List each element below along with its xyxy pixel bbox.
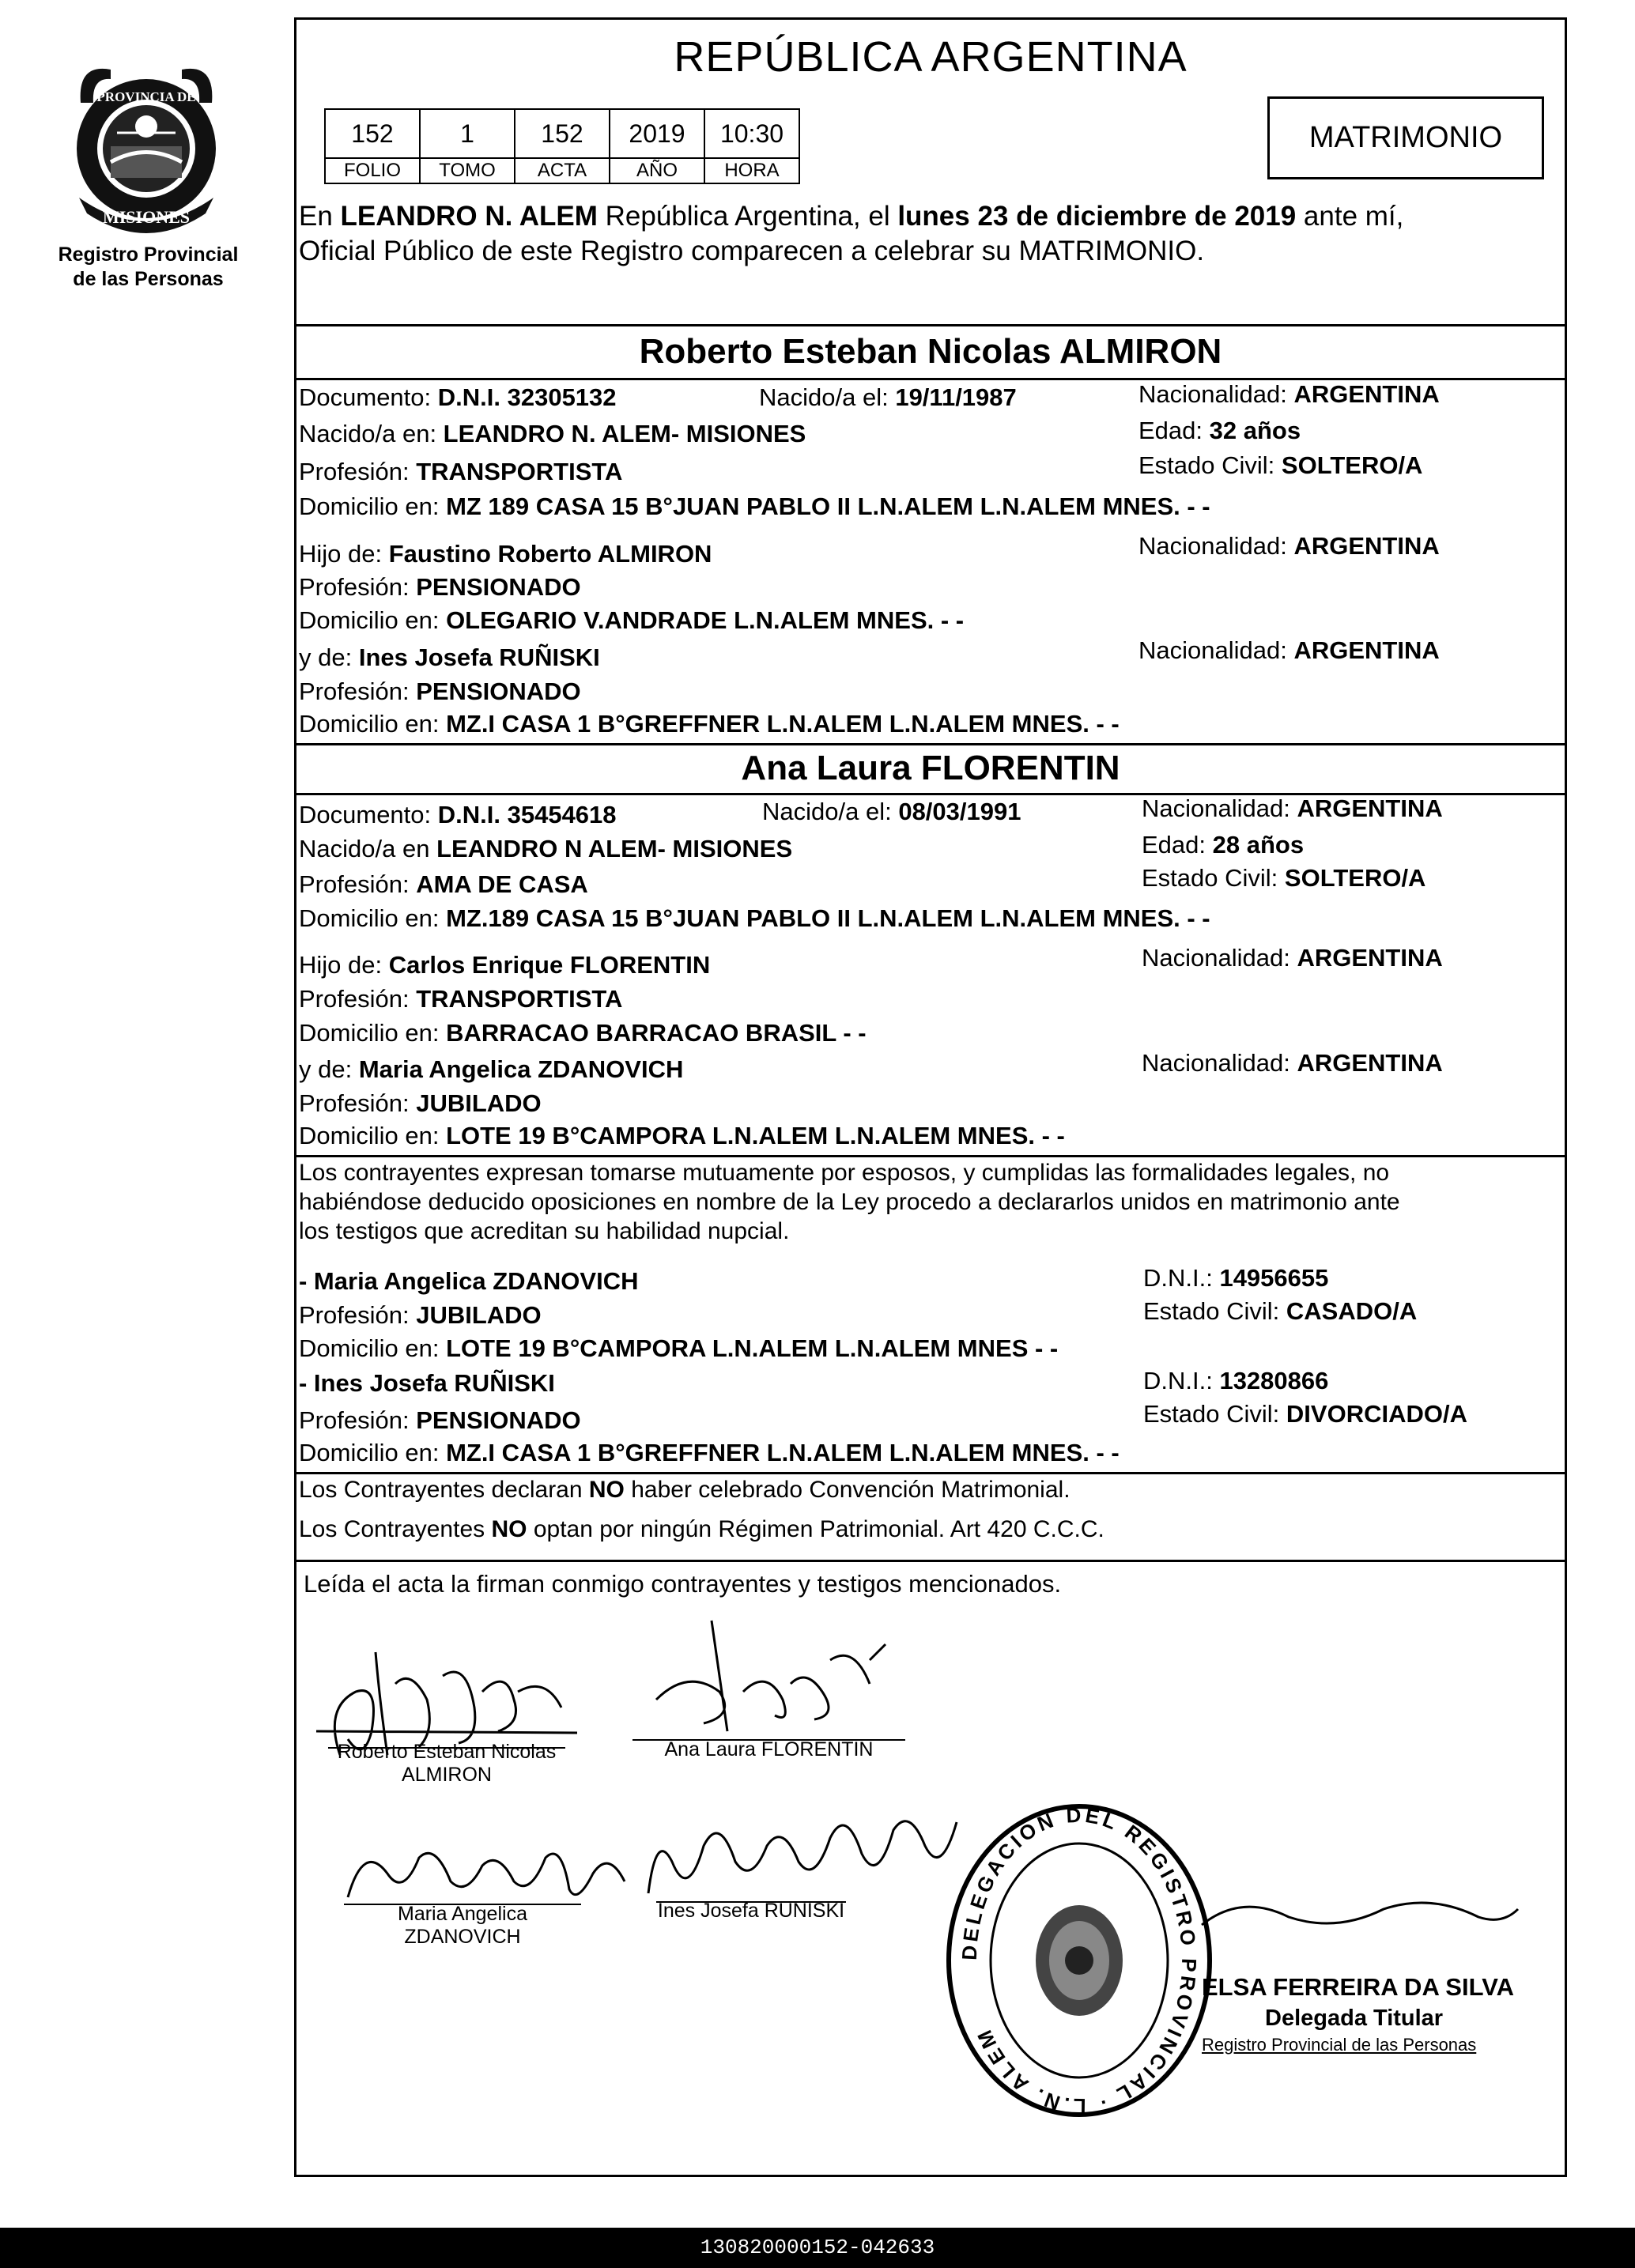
- label: Nacionalidad:: [1138, 636, 1294, 664]
- value: ARGENTINA: [1297, 1049, 1443, 1077]
- intro-date: lunes 23 de diciembre de 2019: [897, 201, 1297, 232]
- official-signature: [1194, 1885, 1526, 1941]
- value: 14956655: [1219, 1264, 1329, 1292]
- seal-bottom-text: MISIONES: [102, 207, 191, 227]
- spouse1-mother-address: [299, 709, 1120, 739]
- spouse2-father-profession: [299, 984, 622, 1014]
- value: 19/11/1987: [895, 383, 1017, 411]
- value: 13280866: [1219, 1367, 1329, 1394]
- acta-value: 152: [515, 109, 610, 158]
- declaration-line3: los testigos que acreditan su habilidad nupcial.: [299, 1218, 790, 1244]
- spouse2-document: [299, 800, 617, 830]
- intro-line2: Oficial Público de este Registro comparecen a celebrar su MATRIMONIO.: [299, 236, 1205, 266]
- value: D.N.I. 32305132: [437, 383, 617, 411]
- value: PENSIONADO: [416, 1406, 581, 1434]
- value: MZ.I CASA 1 B°GREFFNER L.N.ALEM L.N.ALEM MNES. - -: [446, 1439, 1120, 1466]
- label: Nacido/a en:: [299, 420, 444, 447]
- intro-text: República Argentina, el: [597, 201, 898, 232]
- text: haber celebrado Convención Matrimonial.: [624, 1477, 1070, 1503]
- label: Profesión:: [299, 985, 417, 1013]
- text: Los Contrayentes: [299, 1516, 492, 1542]
- value: JUBILADO: [416, 1089, 542, 1117]
- value: AMA DE CASA: [416, 870, 588, 898]
- declaration-line2: habiéndose deducido oposiciones en nombre de la Ley procedo a declararlos unidos en matrimonio ante: [299, 1189, 1400, 1215]
- value: Maria Angelica ZDANOVICH: [358, 1055, 684, 1083]
- spouse1-mother-name: [299, 643, 600, 673]
- stamp-text: DELEGACION DEL REGISTRO PROVINCIAL · L.N. ALEM: [957, 1802, 1202, 2119]
- label: Profesión:: [299, 573, 417, 601]
- spouse1-address: [299, 492, 1210, 522]
- label: y de:: [299, 1055, 359, 1083]
- label: Profesión:: [299, 458, 417, 485]
- label: Nacido/a el:: [759, 383, 896, 411]
- document-barcode-number: 130820000152-042633: [0, 2228, 1635, 2268]
- signature-label-ana: Ana Laura FLORENTIN: [664, 1738, 874, 1760]
- value: TRANSPORTISTA: [416, 985, 623, 1013]
- text-emphasis: NO: [588, 1477, 625, 1503]
- acta-label: ACTA: [515, 158, 610, 183]
- value: Ines Josefa RUÑISKI: [358, 643, 600, 671]
- spouse1-age: [1138, 416, 1301, 446]
- label: Nacionalidad:: [1142, 1049, 1297, 1077]
- value: 32 años: [1209, 417, 1301, 444]
- label: Domicilio en:: [299, 1019, 447, 1047]
- spouse1-mother-profession: [299, 677, 581, 707]
- label: Nacionalidad:: [1138, 532, 1294, 560]
- signature-ines-runiski: [632, 1798, 965, 1909]
- spouse2-father-address: [299, 1018, 867, 1048]
- label: Estado Civil:: [1142, 864, 1285, 892]
- spouse2-nationality: [1142, 794, 1443, 824]
- spouse1-civil-status: [1138, 451, 1422, 481]
- text-emphasis: NO: [491, 1516, 527, 1542]
- label: Domicilio en:: [299, 1122, 447, 1149]
- value: TRANSPORTISTA: [416, 458, 623, 485]
- label: Domicilio en:: [299, 1334, 447, 1362]
- value: ARGENTINA: [1293, 636, 1440, 664]
- value: ARGENTINA: [1297, 794, 1443, 822]
- witness1-profession: [299, 1300, 542, 1330]
- signature-label-maria-line2: ZDANOVICH: [404, 1926, 521, 1948]
- spouse1-profession: [299, 457, 622, 487]
- spouse2-mother-nationality: [1142, 1048, 1443, 1078]
- value: PENSIONADO: [416, 573, 581, 601]
- official-title: Delegada Titular: [1265, 2006, 1444, 2031]
- divider: [294, 324, 1567, 326]
- label: y de:: [299, 643, 359, 671]
- intro-text: ante mí,: [1296, 201, 1404, 232]
- label: Domicilio en:: [299, 710, 447, 738]
- witness1-dni: [1143, 1263, 1328, 1293]
- label: Documento:: [299, 801, 438, 828]
- label: Documento:: [299, 383, 438, 411]
- text: optan por ningún Régimen Patrimonial. Art 420 C.C.C.: [527, 1516, 1104, 1542]
- label: Nacionalidad:: [1138, 380, 1294, 408]
- spouse2-name: Ana Laura FLORENTIN: [741, 749, 1120, 787]
- value: ARGENTINA: [1297, 944, 1443, 972]
- spouse2-mother-profession: [299, 1089, 542, 1119]
- anio-value: 2019: [610, 109, 704, 158]
- seal-top-text: PROVINCIA DE: [96, 89, 196, 104]
- label: Profesión:: [299, 870, 417, 898]
- value: ARGENTINA: [1293, 532, 1440, 560]
- intro-text: En: [299, 201, 341, 232]
- value: SOLTERO/A: [1284, 864, 1426, 892]
- label: D.N.I.:: [1143, 1367, 1220, 1394]
- signature-label-roberto-line1: Roberto Esteban Nicolas: [337, 1741, 557, 1763]
- logo-caption-line1: Registro Provincial: [58, 243, 239, 266]
- value: JUBILADO: [416, 1301, 542, 1329]
- spouse2-mother-name: [299, 1055, 683, 1085]
- convention-line2: [299, 1515, 1104, 1545]
- witness2-address: [299, 1438, 1120, 1468]
- value: 08/03/1991: [898, 798, 1021, 825]
- spouse1-birthplace: [299, 419, 806, 449]
- intro-city: LEANDRO N. ALEM: [340, 201, 598, 232]
- spouse2-father-nationality: [1142, 943, 1443, 973]
- signature-ana-florentin: [632, 1613, 901, 1747]
- label: Profesión:: [299, 1301, 417, 1329]
- divider: [294, 1472, 1567, 1474]
- value: Faustino Roberto ALMIRON: [388, 540, 712, 568]
- label: Estado Civil:: [1143, 1297, 1286, 1325]
- spouse2-profession: [299, 870, 588, 900]
- spouse1-name: Roberto Esteban Nicolas ALMIRON: [639, 332, 1222, 371]
- spouse1-father-nationality: [1138, 531, 1440, 561]
- label: D.N.I.:: [1143, 1264, 1220, 1292]
- label: Profesión:: [299, 1406, 417, 1434]
- label: Domicilio en:: [299, 606, 447, 634]
- spouse2-mother-address: [299, 1121, 1065, 1151]
- document-type: MATRIMONIO: [1308, 121, 1503, 154]
- witness1-address: [299, 1334, 1058, 1364]
- value: LEANDRO N. ALEM- MISIONES: [443, 420, 806, 447]
- spouse2-address: [299, 904, 1210, 934]
- spouse1-father-name: [299, 539, 712, 569]
- witness1-civil-status: [1143, 1296, 1417, 1326]
- value: MZ.I CASA 1 B°GREFFNER L.N.ALEM L.N.ALEM MNES. - -: [446, 710, 1120, 738]
- logo-caption-line2: de las Personas: [73, 268, 224, 290]
- intro-line1: [299, 199, 1403, 234]
- spouse2-birthplace: [299, 834, 792, 864]
- document-type-box: [1267, 96, 1544, 179]
- spouse2-birth-date: [762, 797, 1021, 827]
- label: Edad:: [1138, 417, 1210, 444]
- signature-label-maria-line1: Maria Angelica: [398, 1903, 527, 1925]
- page-title: REPÚBLICA ARGENTINA: [674, 33, 1188, 81]
- value: ARGENTINA: [1293, 380, 1440, 408]
- text: Los Contrayentes declaran: [299, 1477, 589, 1503]
- spouse1-mother-nationality: [1138, 636, 1440, 666]
- label: Nacido/a el:: [762, 798, 899, 825]
- label: Nacionalidad:: [1142, 944, 1297, 972]
- witness2-profession: [299, 1406, 581, 1436]
- label: Estado Civil:: [1138, 451, 1282, 479]
- province-seal-icon: [63, 55, 229, 237]
- label: Nacido/a en: [299, 835, 437, 862]
- spouse2-age: [1142, 830, 1304, 860]
- signatures-intro: Leída el acta la firman conmigo contrayentes y testigos mencionados.: [304, 1570, 1062, 1598]
- spouse1-birth-date: [759, 383, 1017, 413]
- value: MZ 189 CASA 15 B°JUAN PABLO II L.N.ALEM L.N.ALEM MNES. - -: [446, 492, 1210, 520]
- signature-label-roberto-line2: ALMIRON: [402, 1764, 492, 1786]
- value: PENSIONADO: [416, 677, 581, 705]
- convention-line1: [299, 1475, 1070, 1505]
- divider: [294, 1560, 1567, 1562]
- value: CASADO/A: [1286, 1297, 1418, 1325]
- record-id-table: [324, 108, 800, 184]
- spouse2-father-name: [299, 950, 710, 980]
- label: Edad:: [1142, 831, 1213, 859]
- divider: [294, 1155, 1567, 1157]
- spouse1-document: [299, 383, 617, 413]
- value: MZ.189 CASA 15 B°JUAN PABLO II L.N.ALEM L.N.ALEM MNES. - -: [446, 904, 1210, 932]
- witness1-name: - Maria Angelica ZDANOVICH: [299, 1267, 639, 1295]
- label: Nacionalidad:: [1142, 794, 1297, 822]
- label: Hijo de:: [299, 951, 389, 979]
- signature-label-ines: Ines Josefa RUNISKI: [657, 1900, 845, 1922]
- label: Profesión:: [299, 1089, 417, 1117]
- value: D.N.I. 35454618: [437, 801, 617, 828]
- label: Profesión:: [299, 677, 417, 705]
- label: Domicilio en:: [299, 1439, 447, 1466]
- value: DIVORCIADO/A: [1286, 1400, 1467, 1428]
- divider: [294, 743, 1567, 745]
- folio-value: 152: [325, 109, 420, 158]
- label: Domicilio en:: [299, 492, 447, 520]
- value: LOTE 19 B°CAMPORA L.N.ALEM L.N.ALEM MNES - -: [446, 1334, 1059, 1362]
- value: 28 años: [1212, 831, 1305, 859]
- official-name: ELSA FERREIRA DA SILVA: [1202, 1973, 1514, 2001]
- value: BARRACAO BARRACAO BRASIL - -: [446, 1019, 867, 1047]
- tomo-label: TOMO: [420, 158, 515, 183]
- hora-value: 10:30: [704, 109, 799, 158]
- tomo-value: 1: [420, 109, 515, 158]
- spouse1-nationality: [1138, 379, 1440, 409]
- official-registry: Registro Provincial de las Personas: [1202, 2035, 1477, 2055]
- declaration-line1: Los contrayentes expresan tomarse mutuamente por esposos, y cumplidas las formalidades legales, no: [299, 1160, 1390, 1186]
- label: Hijo de:: [299, 540, 389, 568]
- spouse1-father-profession: [299, 572, 581, 602]
- spouse1-father-address: [299, 606, 964, 636]
- label: Estado Civil:: [1143, 1400, 1286, 1428]
- value: LOTE 19 B°CAMPORA L.N.ALEM L.N.ALEM MNES. - -: [446, 1122, 1065, 1149]
- witness2-name: - Ines Josefa RUÑISKI: [299, 1369, 555, 1397]
- spouse2-civil-status: [1142, 863, 1425, 893]
- value: LEANDRO N ALEM- MISIONES: [436, 835, 793, 862]
- value: OLEGARIO V.ANDRADE L.N.ALEM MNES. - -: [446, 606, 965, 634]
- anio-label: AÑO: [610, 158, 704, 183]
- hora-label: HORA: [704, 158, 799, 183]
- witness2-dni: [1143, 1366, 1328, 1396]
- registry-logo: [63, 55, 229, 237]
- value: SOLTERO/A: [1281, 451, 1423, 479]
- value: Carlos Enrique FLORENTIN: [388, 951, 711, 979]
- label: Domicilio en:: [299, 904, 447, 932]
- witness2-civil-status: [1143, 1399, 1467, 1429]
- official-stamp-icon: [933, 1798, 1225, 2123]
- signature-maria-zdanovich: [332, 1826, 632, 1913]
- folio-label: FOLIO: [325, 158, 420, 183]
